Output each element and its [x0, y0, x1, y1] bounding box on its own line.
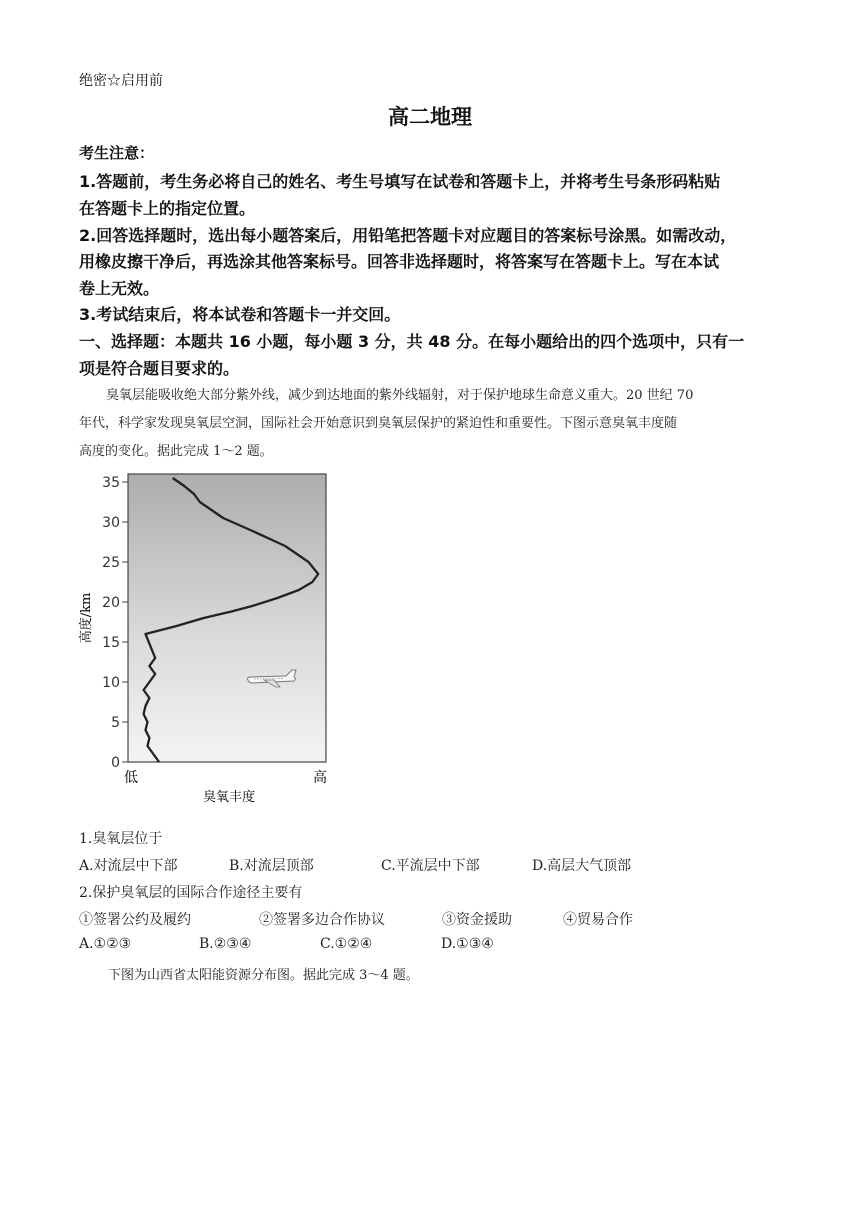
notice-line: 卷上无效。 — [79, 279, 160, 298]
q2-option-c[interactable]: C.①②④ — [320, 936, 373, 952]
q2-option-a[interactable]: A.①②③ — [79, 936, 132, 952]
y-tick-label: 10 — [102, 675, 120, 691]
q2-item: ①签署公约及履约 — [79, 912, 191, 928]
passage-line: 高度的变化。据此完成 1～2 题。 — [79, 444, 273, 459]
page-title: 高二地理 — [388, 105, 472, 129]
q2-item: ②签署多边合作协议 — [259, 912, 385, 928]
y-axis-label: 高度/km — [79, 592, 94, 644]
passage-line: 年代，科学家发现臭氧层空洞，国际社会开始意识到臭氧层保护的紧迫性和重要性。下图示意臭氧丰度随 — [79, 416, 678, 431]
q1-option-b[interactable]: B.对流层顶部 — [229, 858, 314, 874]
q1-option-a[interactable]: A.对流层中下部 — [79, 858, 178, 874]
x-high-label: 高 — [313, 770, 327, 786]
section-heading-cont: 项是符合题目要求的。 — [79, 359, 240, 378]
y-tick-label: 0 — [111, 755, 120, 771]
notice-line: 2.回答选择题时，选出每小题答案后，用铅笔把答题卡对应题目的答案标号涂黑。如需改动， — [79, 226, 737, 245]
notice-line: 1.答题前，考生务必将自己的姓名、考生号填写在试卷和答题卡上，并将考生号条形码粘贴 — [79, 172, 721, 191]
q1-option-d[interactable]: D.高层大气顶部 — [532, 858, 632, 874]
x-axis-label: 臭氧丰度 — [202, 790, 256, 805]
y-tick-label: 25 — [102, 555, 120, 571]
question-1-stem: 1.臭氧层位于 — [79, 831, 163, 847]
q2-option-b[interactable]: B.②③④ — [199, 936, 252, 952]
confidential-label: 绝密☆启用前 — [79, 73, 163, 89]
ozone-abundance-chart — [76, 468, 346, 813]
q1-option-c[interactable]: C.平流层中下部 — [381, 858, 480, 874]
plot-area — [128, 474, 326, 762]
notice-line: 3.考试结束后，将本试卷和答题卡一并交回。 — [79, 305, 401, 324]
passage-line: 臭氧层能吸收绝大部分紫外线，减少到达地面的紫外线辐射，对于保护地球生命意义重大。20 世纪 70 — [106, 388, 694, 403]
q2-option-d[interactable]: D.①③④ — [441, 936, 494, 952]
q2-item: ④贸易合作 — [563, 912, 633, 928]
notice-line: 在答题卡上的指定位置。 — [79, 199, 256, 218]
y-tick-label: 30 — [102, 515, 120, 531]
section-heading: 一、选择题：本题共 16 小题，每小题 3 分，共 48 分。在每小题给出的四个选项中，只有一 — [79, 332, 745, 351]
notice-line: 用橡皮擦干净后，再选涂其他答案标号。回答非选择题时，将答案写在答题卡上。写在本试 — [79, 252, 720, 271]
x-low-label: 低 — [124, 770, 138, 786]
notice-heading: 考生注意： — [79, 144, 155, 162]
q2-item: ③资金援助 — [442, 912, 512, 928]
passage-2: 下图为山西省太阳能资源分布图。据此完成 3～4 题。 — [108, 968, 419, 983]
y-tick-label: 15 — [102, 635, 120, 651]
y-tick-label: 5 — [111, 715, 120, 731]
question-2-stem: 2.保护臭氧层的国际合作途径主要有 — [79, 885, 303, 901]
y-axis — [102, 475, 128, 771]
y-tick-label: 20 — [102, 595, 120, 611]
y-tick-label: 35 — [102, 475, 120, 491]
